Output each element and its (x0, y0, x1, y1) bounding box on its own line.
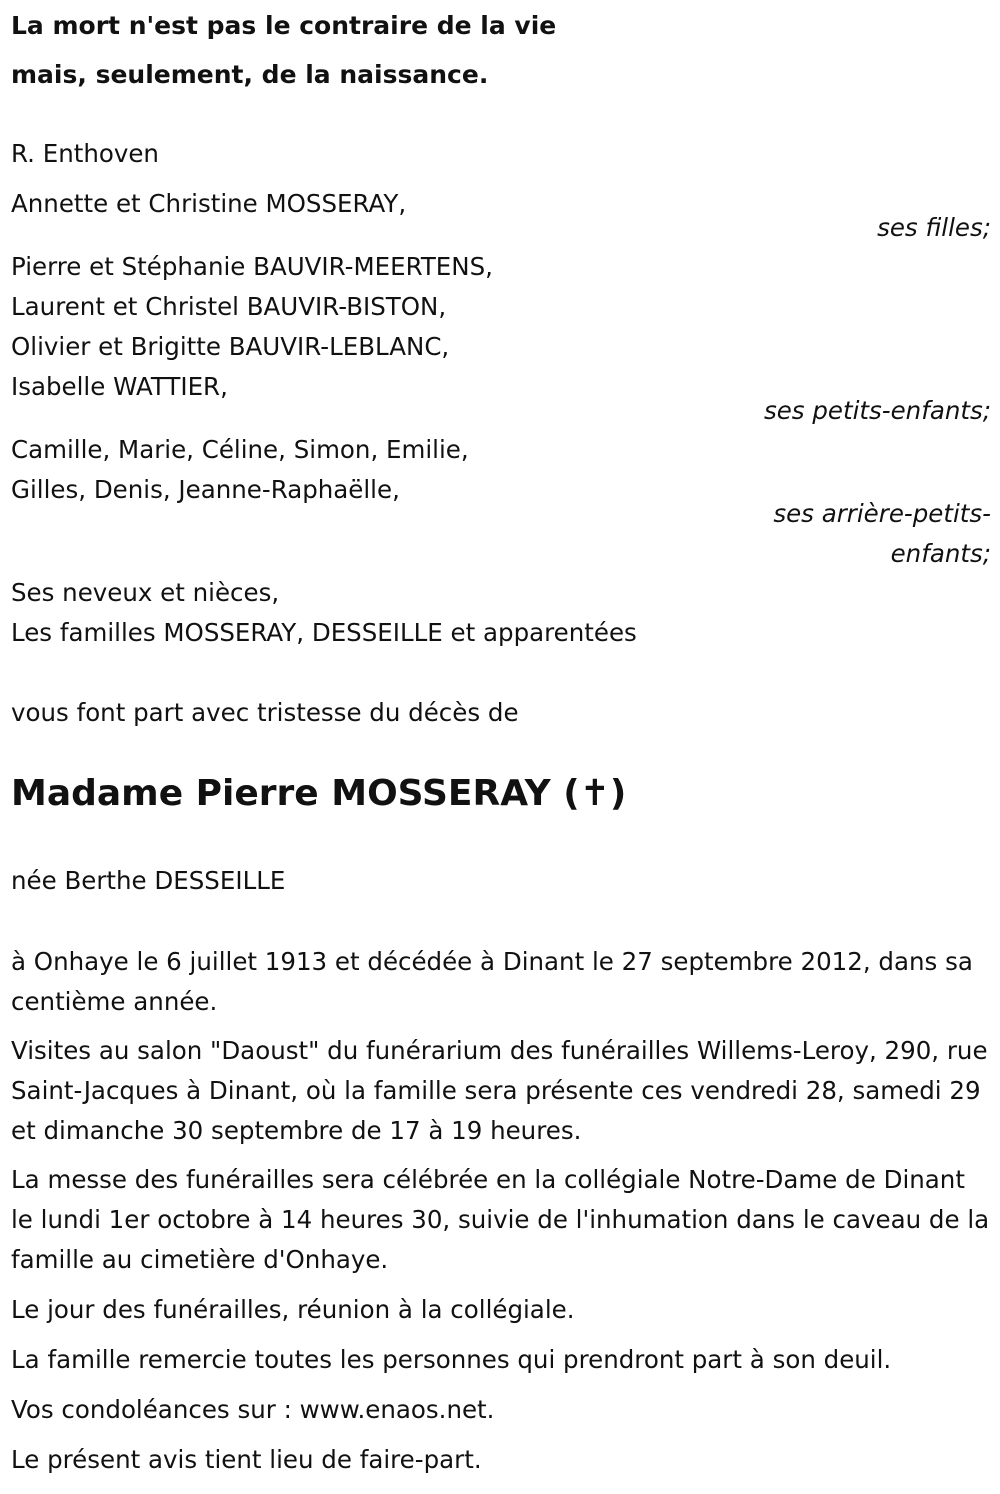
quote-line-2: mais, seulement, de la naissance. (11, 60, 489, 89)
notice-closing: Le présent avis tient lieu de faire-part. (11, 1445, 482, 1474)
visitation-details: Visites au salon "Daoust" du funérarium des funérailles Willems-Leroy, 290, rue Saint-Jacques à Dinant, où la famille sera présente ces vendredi 28, samedi 29 et dimanche 30 septembre de 17 à 19 heures. (11, 1036, 988, 1145)
daughters-names: Annette et Christine MOSSERAY, (11, 189, 407, 218)
grandchild-2: Laurent et Christel BAUVIR-BISTON, (11, 292, 447, 321)
born-name: née Berthe DESSEILLE (11, 866, 286, 895)
grandchildren-relation: ses petits-enfants; (763, 396, 991, 425)
grandchild-1: Pierre et Stéphanie BAUVIR-MEERTENS, (11, 252, 493, 281)
announcement: vous font part avec tristesse du décès de (11, 698, 519, 727)
great-grandchildren-relation-2: enfants; (890, 539, 991, 568)
birth-death-details: à Onhaye le 6 juillet 1913 et décédée à Dinant le 27 septembre 2012, dans sa centième année. (11, 947, 973, 1016)
funeral-mass-details: La messe des funérailles sera célébrée en la collégiale Notre-Dame de Dinant le lundi 1er octobre à 14 heures 30, suivie de l'inhumation dans le caveau de la famille au cimetière d'Onhaye. (11, 1165, 990, 1274)
great-grandchildren-1: Camille, Marie, Céline, Simon, Emilie, (11, 435, 469, 464)
related-families: Les familles MOSSERAY, DESSEILLE et apparentées (11, 618, 637, 647)
great-grandchildren-2: Gilles, Denis, Jeanne-Raphaëlle, (11, 475, 400, 504)
deceased-name: Madame Pierre MOSSERAY (✝) (11, 773, 627, 814)
nephews-nieces: Ses neveux et nièces, (11, 578, 280, 607)
great-grandchildren-relation-1: ses arrière-petits- (773, 499, 991, 528)
meeting-details: Le jour des funérailles, réunion à la collégiale. (11, 1295, 575, 1324)
grandchild-3: Olivier et Brigitte BAUVIR-LEBLANC, (11, 332, 450, 361)
condolences-details: Vos condoléances sur : www.enaos.net. (11, 1395, 495, 1424)
thanks-details: La famille remercie toutes les personnes qui prendront part à son deuil. (11, 1345, 892, 1374)
daughters-relation: ses filles; (877, 213, 991, 242)
quote-author: R. Enthoven (11, 139, 159, 168)
grandchild-4: Isabelle WATTIER, (11, 372, 228, 401)
quote-line-1: La mort n'est pas le contraire de la vie (11, 11, 557, 40)
